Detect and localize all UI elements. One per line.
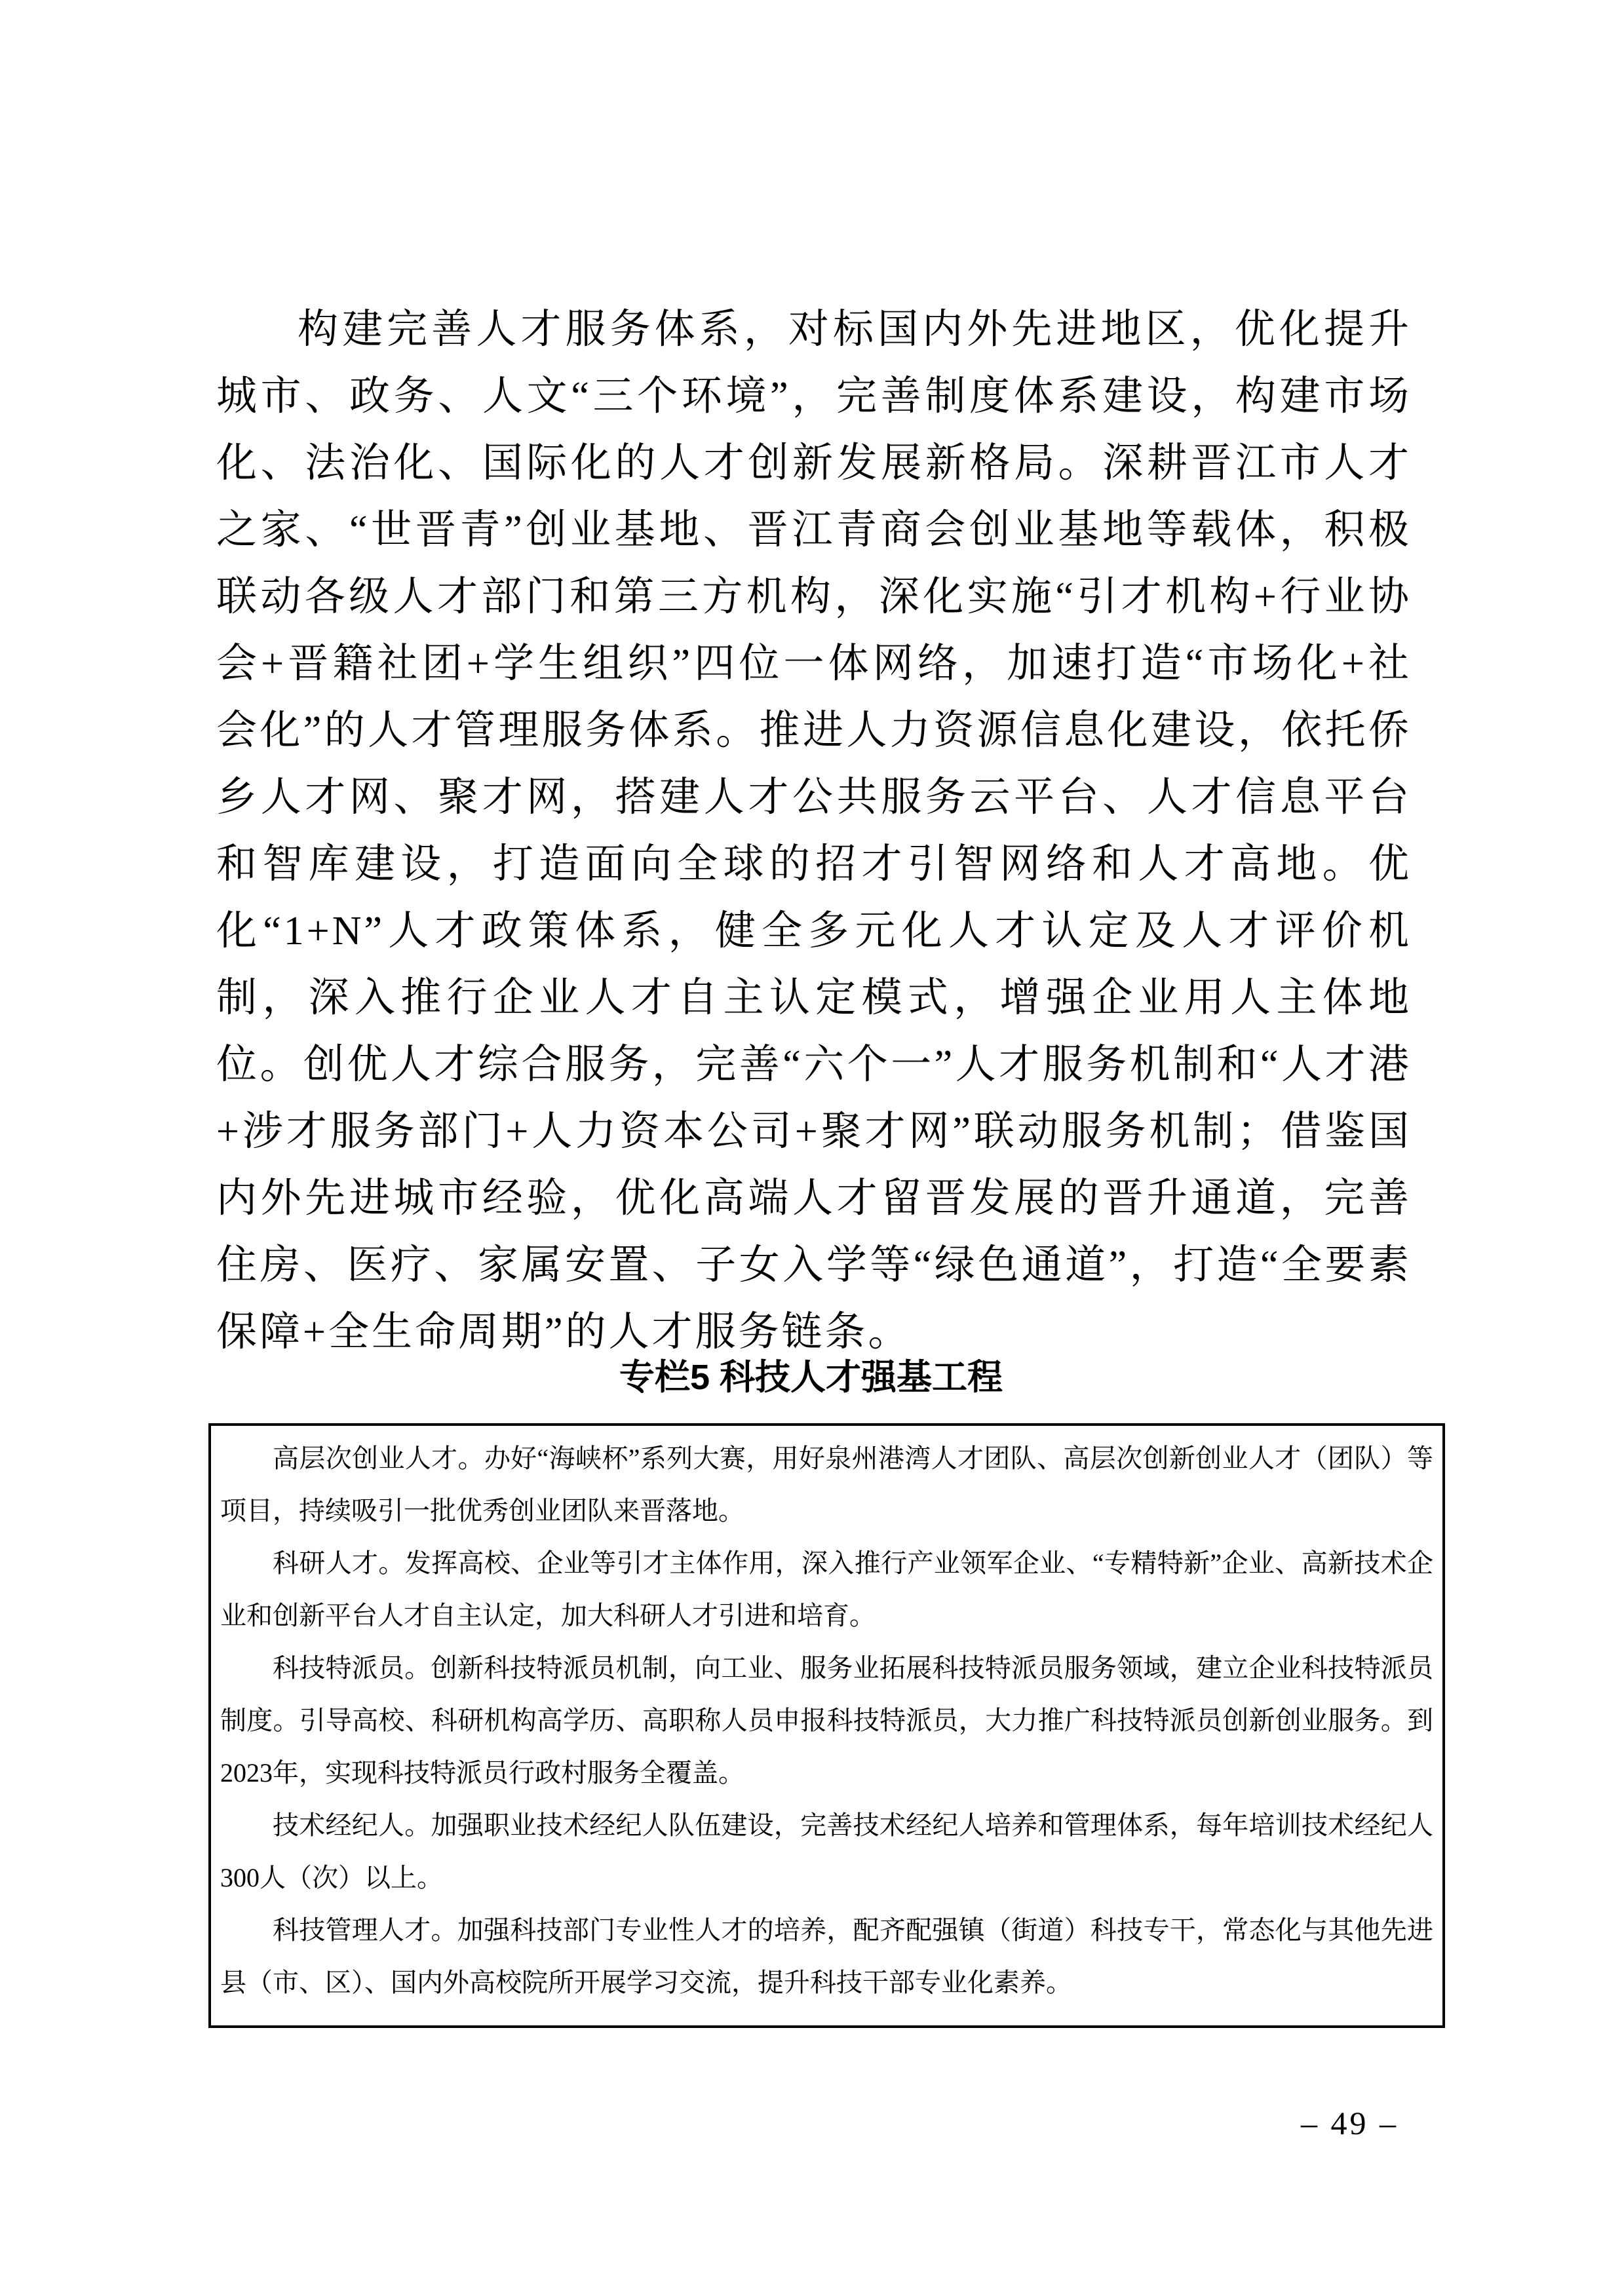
box-paragraph-research-talent: 科研人才。发挥高校、企业等引才主体作用，深入推行产业领军企业、“专精特新”企业、高新技术企业和创新平台人才自主认定，加大科研人才引进和培育。 <box>220 1548 1433 1630</box>
body-paragraph: 构建完善人才服务体系，对标国内外先进地区，优化提升城市、政务、人文“三个环境”，完善制度体系建设，构建市场化、法治化、国际化的人才创新发展新格局。深耕晋江市人才之家、“世晋青”创业基地、晋江青商会创业基地等载体，积极联动各级人才部门和第三方机构，深化实施“引才机构+行业协会+晋籍社团+学生组织”四位一体网络，加速打造“市场化+社会化”的人才管理服务体系。推进人力资源信息化建设，依托侨乡人才网、聚才网，搭建人才公共服务云平台、人才信息平台和智库建设，打造面向全球的招才引智网络和人才高地。优化“1+N”人才政策体系，健全多元化人才认定及人才评价机制，深入推行企业人才自主认定模式，增强企业用人主体地位。创优人才综合服务，完善“六个一”人才服务机制和“人才港+涉才服务部门+人力资本公司+聚才网”联动服务机制；借鉴国内外先进城市经验，优化高端人才留晋发展的晋升通道，完善住房、医疗、家属安置、子女入学等“绿色通道”，打造“全要素保障+全生命周期”的人才服务链条。 <box>216 307 1412 1354</box>
box-paragraph-sci-tech-commissioners: 科技特派员。创新科技特派员机制，向工业、服务业拓展科技特派员服务领域，建立企业科技特派员制度。引导高校、科研机构高学历、高职称人员申报科技特派员，大力推广科技特派员创新创业服务。到2023年，实现科技特派员行政村服务全覆盖。 <box>220 1653 1433 1788</box>
box-paragraph-sci-tech-management-talent: 科技管理人才。加强科技部门专业性人才的培养，配齐配强镇（街道）科技专干，常态化与其他先进县（市、区）、国内外高校院所开展学习交流，提升科技干部专业化素养。 <box>220 1915 1433 1997</box>
box-title: 专栏5 科技人才强基工程 <box>619 1358 1003 1397</box>
feature-box <box>208 1423 1445 2028</box>
page-number: – 49 – <box>1301 2105 1399 2141</box>
box-paragraph-technology-brokers: 技术经纪人。加强职业技术经纪人队伍建设，完善技术经纪人培养和管理体系，每年培训技术经纪人300人（次）以上。 <box>220 1810 1433 1892</box>
box-paragraph-high-level-entrepreneurial-talent: 高层次创业人才。办好“海峡杯”系列大赛，用好泉州港湾人才团队、高层次创新创业人才（团队）等项目，持续吸引一批优秀创业团队来晋落地。 <box>220 1444 1433 1525</box>
